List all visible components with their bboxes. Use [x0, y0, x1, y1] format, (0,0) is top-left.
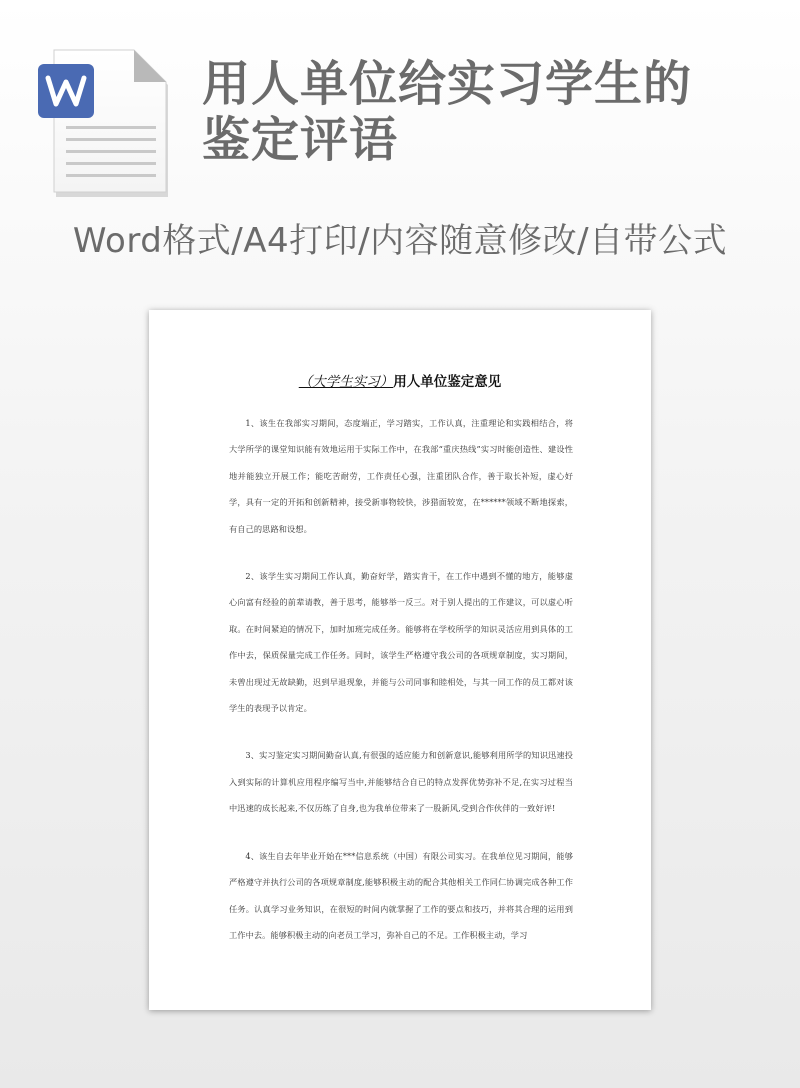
document-heading-main: 用人单位鉴定意见: [393, 374, 502, 390]
document-body: [229, 410, 573, 969]
document-paragraph-2: 2、该学生实习期间工作认真，勤奋好学，踏实肯干，在工作中遇到不懂的地方，能够虚心向富有经验的前辈请教，善于思考，能够举一反三。对于别人提出的工作建议，可以虚心听取。在时间紧迫的情况下，加时加班完成任务。能够将在学校所学的知识灵活应用到具体的工作中去，保质保量完成工作任务。同时，该学生严格遵守我公司的各项规章制度，实习期间，未曾出现过无故缺勤，迟到早退现象，并能与公司同事和睦相处，与其一同工作的员工都对该学生的表现予以肯定。: [229, 571, 573, 714]
document-heading-prefix: （大学生实习）: [298, 374, 394, 390]
document-preview: [149, 310, 651, 1010]
format-subtitle: Word格式/A4打印/内容随意修改/自带公式: [72, 221, 728, 261]
title-line-2: 鉴定评语: [202, 112, 399, 168]
page-title: [202, 56, 782, 168]
document-heading: [149, 372, 651, 392]
title-line-1: 用人单位给实习学生的: [202, 56, 693, 112]
document-paragraph-1: 1、该生在我部实习期间，态度端正，学习踏实，工作认真，注重理论和实践相结合，将大学所学的课堂知识能有效地运用于实际工作中，在我部“重庆热线”实习时能创造性、建设性地并能独立开展工作；能吃苦耐劳，工作责任心强，注重团队合作，善于取长补短，虚心好学，具有一定的开拓和创新精神，接受新事物较快，涉猎面较宽，在******领域不断地探索，有自己的思路和设想。: [229, 418, 573, 534]
document-paragraph-3: 3、实习鉴定实习期间勤奋认真,有很强的适应能力和创新意识,能够利用所学的知识迅速投入到实际的计算机应用程序编写当中,并能够结合自已的特点发挥优势弥补不足,在实习过程当中迅速的成长起来,不仅历练了自身,也为我单位带来了一股新风,受到合作伙伴的一致好评!: [229, 750, 573, 814]
document-paragraph-4: 4、该生自去年毕业开始在***信息系统（中国）有限公司实习。在我单位见习期间，能够严格遵守并执行公司的各项规章制度,能够积极主动的配合其他相关工作同仁协调完成各种工作任务。认真学习业务知识，在很短的时间内就掌握了工作的要点和技巧，并将其合理的运用到工作中去。能够积极主动的向老员工学习，弥补自己的不足。工作积极主动，学习: [229, 850, 573, 940]
word-document-icon: [36, 46, 172, 198]
